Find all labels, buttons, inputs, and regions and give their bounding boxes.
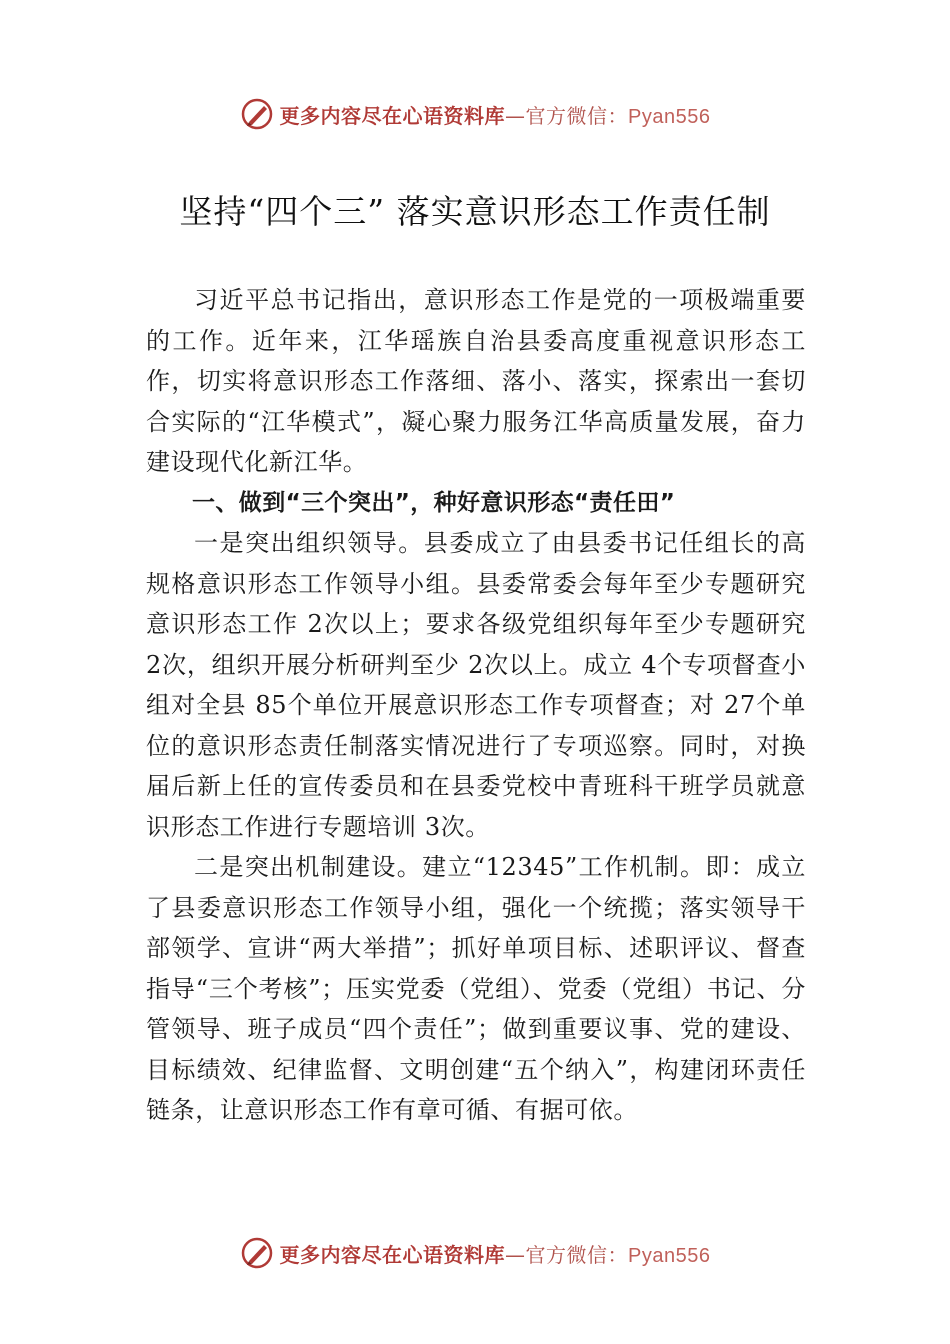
- watermark-label: 官方微信：: [525, 1242, 629, 1267]
- watermark-prefix: 更多内容尽在心语资料库: [279, 1242, 506, 1267]
- watermark-label: 官方微信：: [525, 103, 629, 128]
- document-body: [146, 280, 806, 1131]
- watermark-footer: [0, 1233, 950, 1273]
- pen-logo-icon: [240, 97, 274, 131]
- watermark-prefix: 更多内容尽在心语资料库: [279, 103, 506, 128]
- watermark-id: Pyan556: [628, 105, 711, 128]
- watermark-id: Pyan556: [628, 1244, 711, 1267]
- watermark-text: [280, 1239, 711, 1268]
- watermark-dash: —: [505, 1242, 526, 1267]
- watermark-text: [280, 100, 711, 129]
- paragraph-organization: 一是突出组织领导。县委成立了由县委书记任组长的高规格意识形态工作领导小组。县委常委会每年至少专题研究意识形态工作 2次以上；要求各级党组织每年至少专题研究 2次，组织开展分析研判至少 2次以上。成立 4个专项督查小组对全县 85个单位开展意识形态工作专项督查；对 27个单位的意识形态责任制落实情况进行了专项巡察。同时，对换届后新上任的宣传委员和在县委党校中青班科干班学员就意识形态工作进行专题培训 3次。: [146, 529, 806, 841]
- pen-logo-icon: [240, 1236, 274, 1270]
- document-title: 坚持“四个三” 落实意识形态工作责任制: [179, 192, 771, 231]
- watermark-header: [0, 94, 950, 134]
- watermark-dash: —: [505, 103, 526, 128]
- section-heading: 一、做到“三个突出”，种好意识形态“责任田”: [192, 489, 676, 516]
- paragraph-mechanism: 二是突出机制建设。建立“12345”工作机制。即：成立了县委意识形态工作领导小组，强化一个统揽；落实领导干部领学、宣讲“两大举措”；抓好单项目标、述职评议、督查指导“三个考核”；压实党委（党组）、党委（党组）书记、分管领导、班子成员“四个责任”；做到重要议事、党的建设、目标绩效、纪律监督、文明创建“五个纳入”，构建闭环责任链条，让意识形态工作有章可循、有据可依。: [146, 853, 806, 1124]
- paragraph-intro: 习近平总书记指出，意识形态工作是党的一项极端重要的工作。近年来，江华瑶族自治县委高度重视意识形态工作，切实将意识形态工作落细、落小、落实，探索出一套切合实际的“江华模式”，凝心聚力服务江华高质量发展，奋力建设现代化新江华。: [146, 286, 806, 476]
